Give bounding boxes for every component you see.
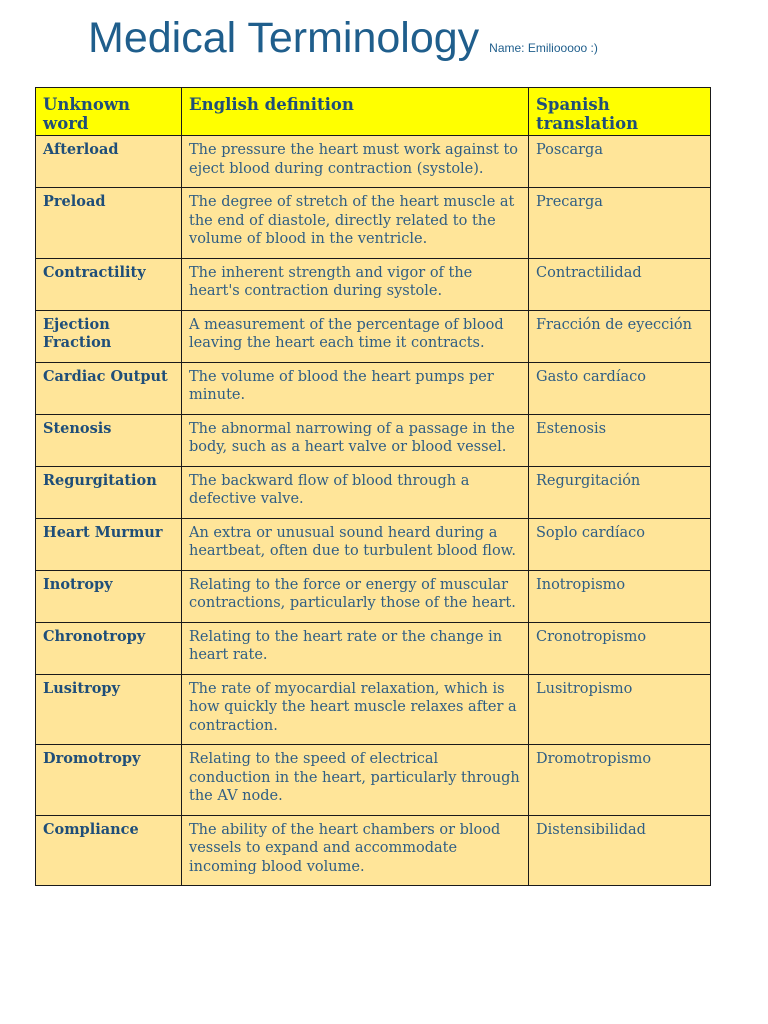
term-cell: Dromotropy	[36, 745, 182, 816]
term-cell: Heart Murmur	[36, 518, 182, 570]
page-title: Medical Terminology	[88, 14, 480, 62]
table-row	[36, 136, 711, 188]
definition-cell: The abnormal narrowing of a passage in the body, such as a heart valve or blood vessel.	[182, 414, 529, 466]
definition-cell: The ability of the heart chambers or blood vessels to expand and accommodate incoming blood volume.	[182, 815, 529, 886]
term-cell: Lusitropy	[36, 674, 182, 745]
definition-cell: The backward flow of blood through a defective valve.	[182, 466, 529, 518]
terminology-table	[35, 87, 711, 886]
column-header-english-definition: English definition	[182, 88, 529, 136]
term-cell: Compliance	[36, 815, 182, 886]
translation-cell: Soplo cardíaco	[529, 518, 711, 570]
table-header-row	[36, 88, 711, 136]
translation-cell: Precarga	[529, 188, 711, 259]
translation-cell: Poscarga	[529, 136, 711, 188]
term-cell: Regurgitation	[36, 466, 182, 518]
table-row	[36, 622, 711, 674]
table-row	[36, 518, 711, 570]
definition-cell: Relating to the speed of electrical conduction in the heart, particularly through the AV node.	[182, 745, 529, 816]
table-row	[36, 188, 711, 259]
term-cell: Ejection Fraction	[36, 310, 182, 362]
translation-cell: Distensibilidad	[529, 815, 711, 886]
table-row	[36, 362, 711, 414]
term-cell: Preload	[36, 188, 182, 259]
definition-cell: The inherent strength and vigor of the heart's contraction during systole.	[182, 258, 529, 310]
table-row	[36, 310, 711, 362]
definition-cell: The rate of myocardial relaxation, which is how quickly the heart muscle relaxes after a contraction.	[182, 674, 529, 745]
translation-cell: Regurgitación	[529, 466, 711, 518]
name-label: Name: Emiliooooo :)	[489, 41, 598, 55]
translation-cell: Lusitropismo	[529, 674, 711, 745]
translation-cell: Inotropismo	[529, 570, 711, 622]
table-row	[36, 466, 711, 518]
table-row	[36, 674, 711, 745]
translation-cell: Gasto cardíaco	[529, 362, 711, 414]
term-cell: Afterload	[36, 136, 182, 188]
definition-cell: The degree of stretch of the heart muscle at the end of diastole, directly related to the volume of blood in the ventricle.	[182, 188, 529, 259]
term-cell: Contractility	[36, 258, 182, 310]
definition-cell: The pressure the heart must work against to eject blood during contraction (systole).	[182, 136, 529, 188]
definition-cell: Relating to the force or energy of muscular contractions, particularly those of the heart.	[182, 570, 529, 622]
translation-cell: Contractilidad	[529, 258, 711, 310]
translation-cell: Dromotropismo	[529, 745, 711, 816]
column-header-unknown-word: Unknown word	[36, 88, 182, 136]
definition-cell: A measurement of the percentage of blood leaving the heart each time it contracts.	[182, 310, 529, 362]
definition-cell: Relating to the heart rate or the change in heart rate.	[182, 622, 529, 674]
term-cell: Stenosis	[36, 414, 182, 466]
term-cell: Cardiac Output	[36, 362, 182, 414]
definition-cell: An extra or unusual sound heard during a heartbeat, often due to turbulent blood flow.	[182, 518, 529, 570]
translation-cell: Cronotropismo	[529, 622, 711, 674]
translation-cell: Fracción de eyección	[529, 310, 711, 362]
translation-cell: Estenosis	[529, 414, 711, 466]
table-row	[36, 570, 711, 622]
table-row	[36, 745, 711, 816]
definition-cell: The volume of blood the heart pumps per minute.	[182, 362, 529, 414]
page-header	[88, 10, 598, 66]
term-cell: Chronotropy	[36, 622, 182, 674]
column-header-spanish-translation: Spanish translation	[529, 88, 711, 136]
term-cell: Inotropy	[36, 570, 182, 622]
table-row	[36, 815, 711, 886]
table-row	[36, 258, 711, 310]
table-row	[36, 414, 711, 466]
